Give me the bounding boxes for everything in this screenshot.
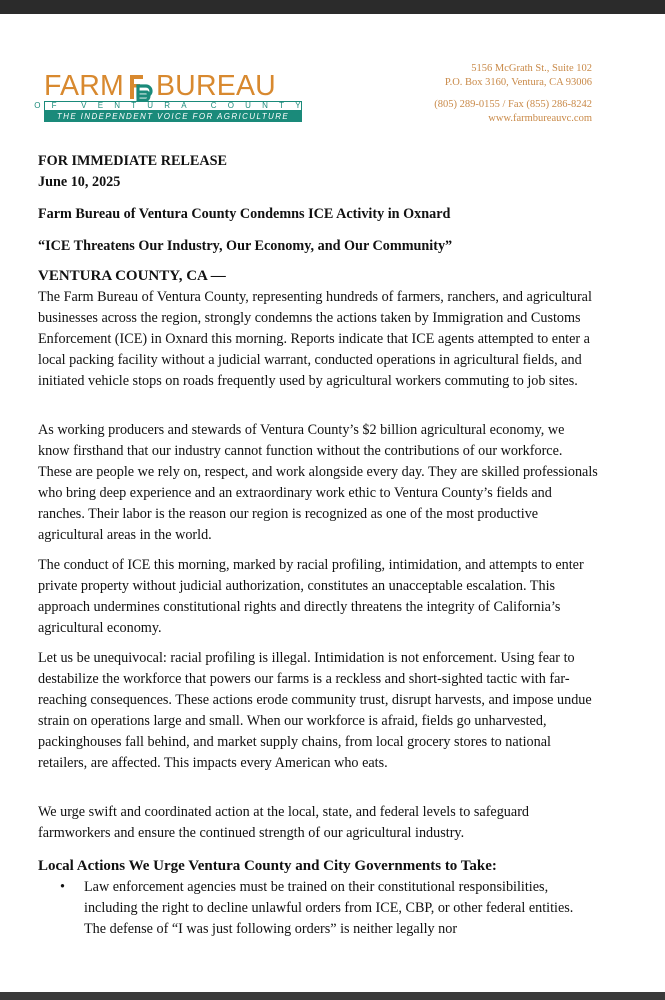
- bottom-dark-bar: [0, 992, 665, 1000]
- address-line-2: P.O. Box 3160, Ventura, CA 93006: [444, 77, 592, 88]
- paragraph-3: The conduct of ICE this morning, marked by racial profiling, intimidation, and attempts to enter private property without judicial authorization, constitutes an unacceptable escalation. This approach undermines constitutional rights and directly threatens the integrity of California’s agricultural economy.: [38, 557, 584, 636]
- logo-tagline-text: THE INDEPENDENT VOICE FOR AGRICULTURE: [56, 112, 290, 121]
- headline: Farm Bureau of Ventura County Condemns ICE Activity in Oxnard: [38, 206, 451, 222]
- release-label: FOR IMMEDIATE RELEASE: [38, 153, 227, 169]
- paragraph-4: Let us be unequivocal: racial profiling is illegal. Intimidation is not enforcement. Using fear to destabilize the workforce that powers our farms is a reckless and short-sighted tactic with far-reaching consequences. These actions erode community trust, disrupt harvests, and impose undue strain on operations large and small. When our workforce is afraid, fields go unharvested, packinghouses fall behind, and market supply chains, from local grocery stores to national retailers, are affected. This impacts every American who eats.: [38, 650, 592, 771]
- fb-monogram-icon: [127, 72, 153, 102]
- dateline: VENTURA COUNTY, CA —: [38, 268, 226, 284]
- logo-word-bureau: BUREAU: [155, 70, 276, 102]
- subheadline: “ICE Threatens Our Industry, Our Economy, and Our Community”: [38, 238, 453, 254]
- paragraph-5: We urge swift and coordinated action at the local, state, and federal levels to safeguard farmworkers and ensure the continued strength of our agricultural industry.: [38, 804, 530, 841]
- local-actions-heading: Local Actions We Urge Ventura County and City Governments to Take:: [38, 858, 497, 874]
- logo-wordmark: [44, 67, 302, 101]
- address-line-1: 5156 McGrath St., Suite 102: [471, 63, 592, 74]
- release-date: June 10, 2025: [38, 174, 121, 190]
- address-block: [434, 62, 592, 126]
- list-item-text: Law enforcement agencies must be trained on their constitutional responsibilities, including the right to decline unlawful orders from ICE, CBP, or other federal entities. The defense of “I was just following orders” is neither legally nor: [84, 879, 574, 937]
- logo-tagline-band: [44, 111, 302, 122]
- farm-bureau-logo: [34, 67, 312, 125]
- paragraph-2: As working producers and stewards of Ventura County’s $2 billion agricultural economy, we know firsthand that our industry cannot function without the contributions of our workforce. These are people we rely on, respect, and work alongside every day. They are skilled professionals who bring deep experience and an extraordinary work ethic to Ventura County’s fields and ranches. Their labor is the reason our region is recognized as one of the most productive agricultural areas in the world.: [38, 422, 598, 543]
- top-dark-bar: [0, 0, 665, 14]
- logo-county-band: [34, 101, 312, 111]
- phone-fax: (805) 289-0155 / Fax (855) 286-8242: [434, 99, 592, 110]
- list-item: [62, 877, 598, 940]
- website: www.farmbureauvc.com: [488, 113, 592, 124]
- logo-word-farm: FARM: [44, 70, 124, 102]
- logo-county-text: OF VENTURA COUNTY: [34, 101, 312, 110]
- paragraph-1: The Farm Bureau of Ventura County, representing hundreds of farmers, ranchers, and agricultural businesses across the region, strongly condemns the actions taken by Immigration and Customs Enforcement (ICE) in Oxnard this morning. Reports indicate that ICE agents attempted to enter a local packing facility without a judicial warrant, conducted operations in agricultural fields, and initiated vehicle stops on roads frequently used by agricultural workers commuting to job sites.: [38, 289, 592, 389]
- bullet-icon: •: [60, 879, 65, 895]
